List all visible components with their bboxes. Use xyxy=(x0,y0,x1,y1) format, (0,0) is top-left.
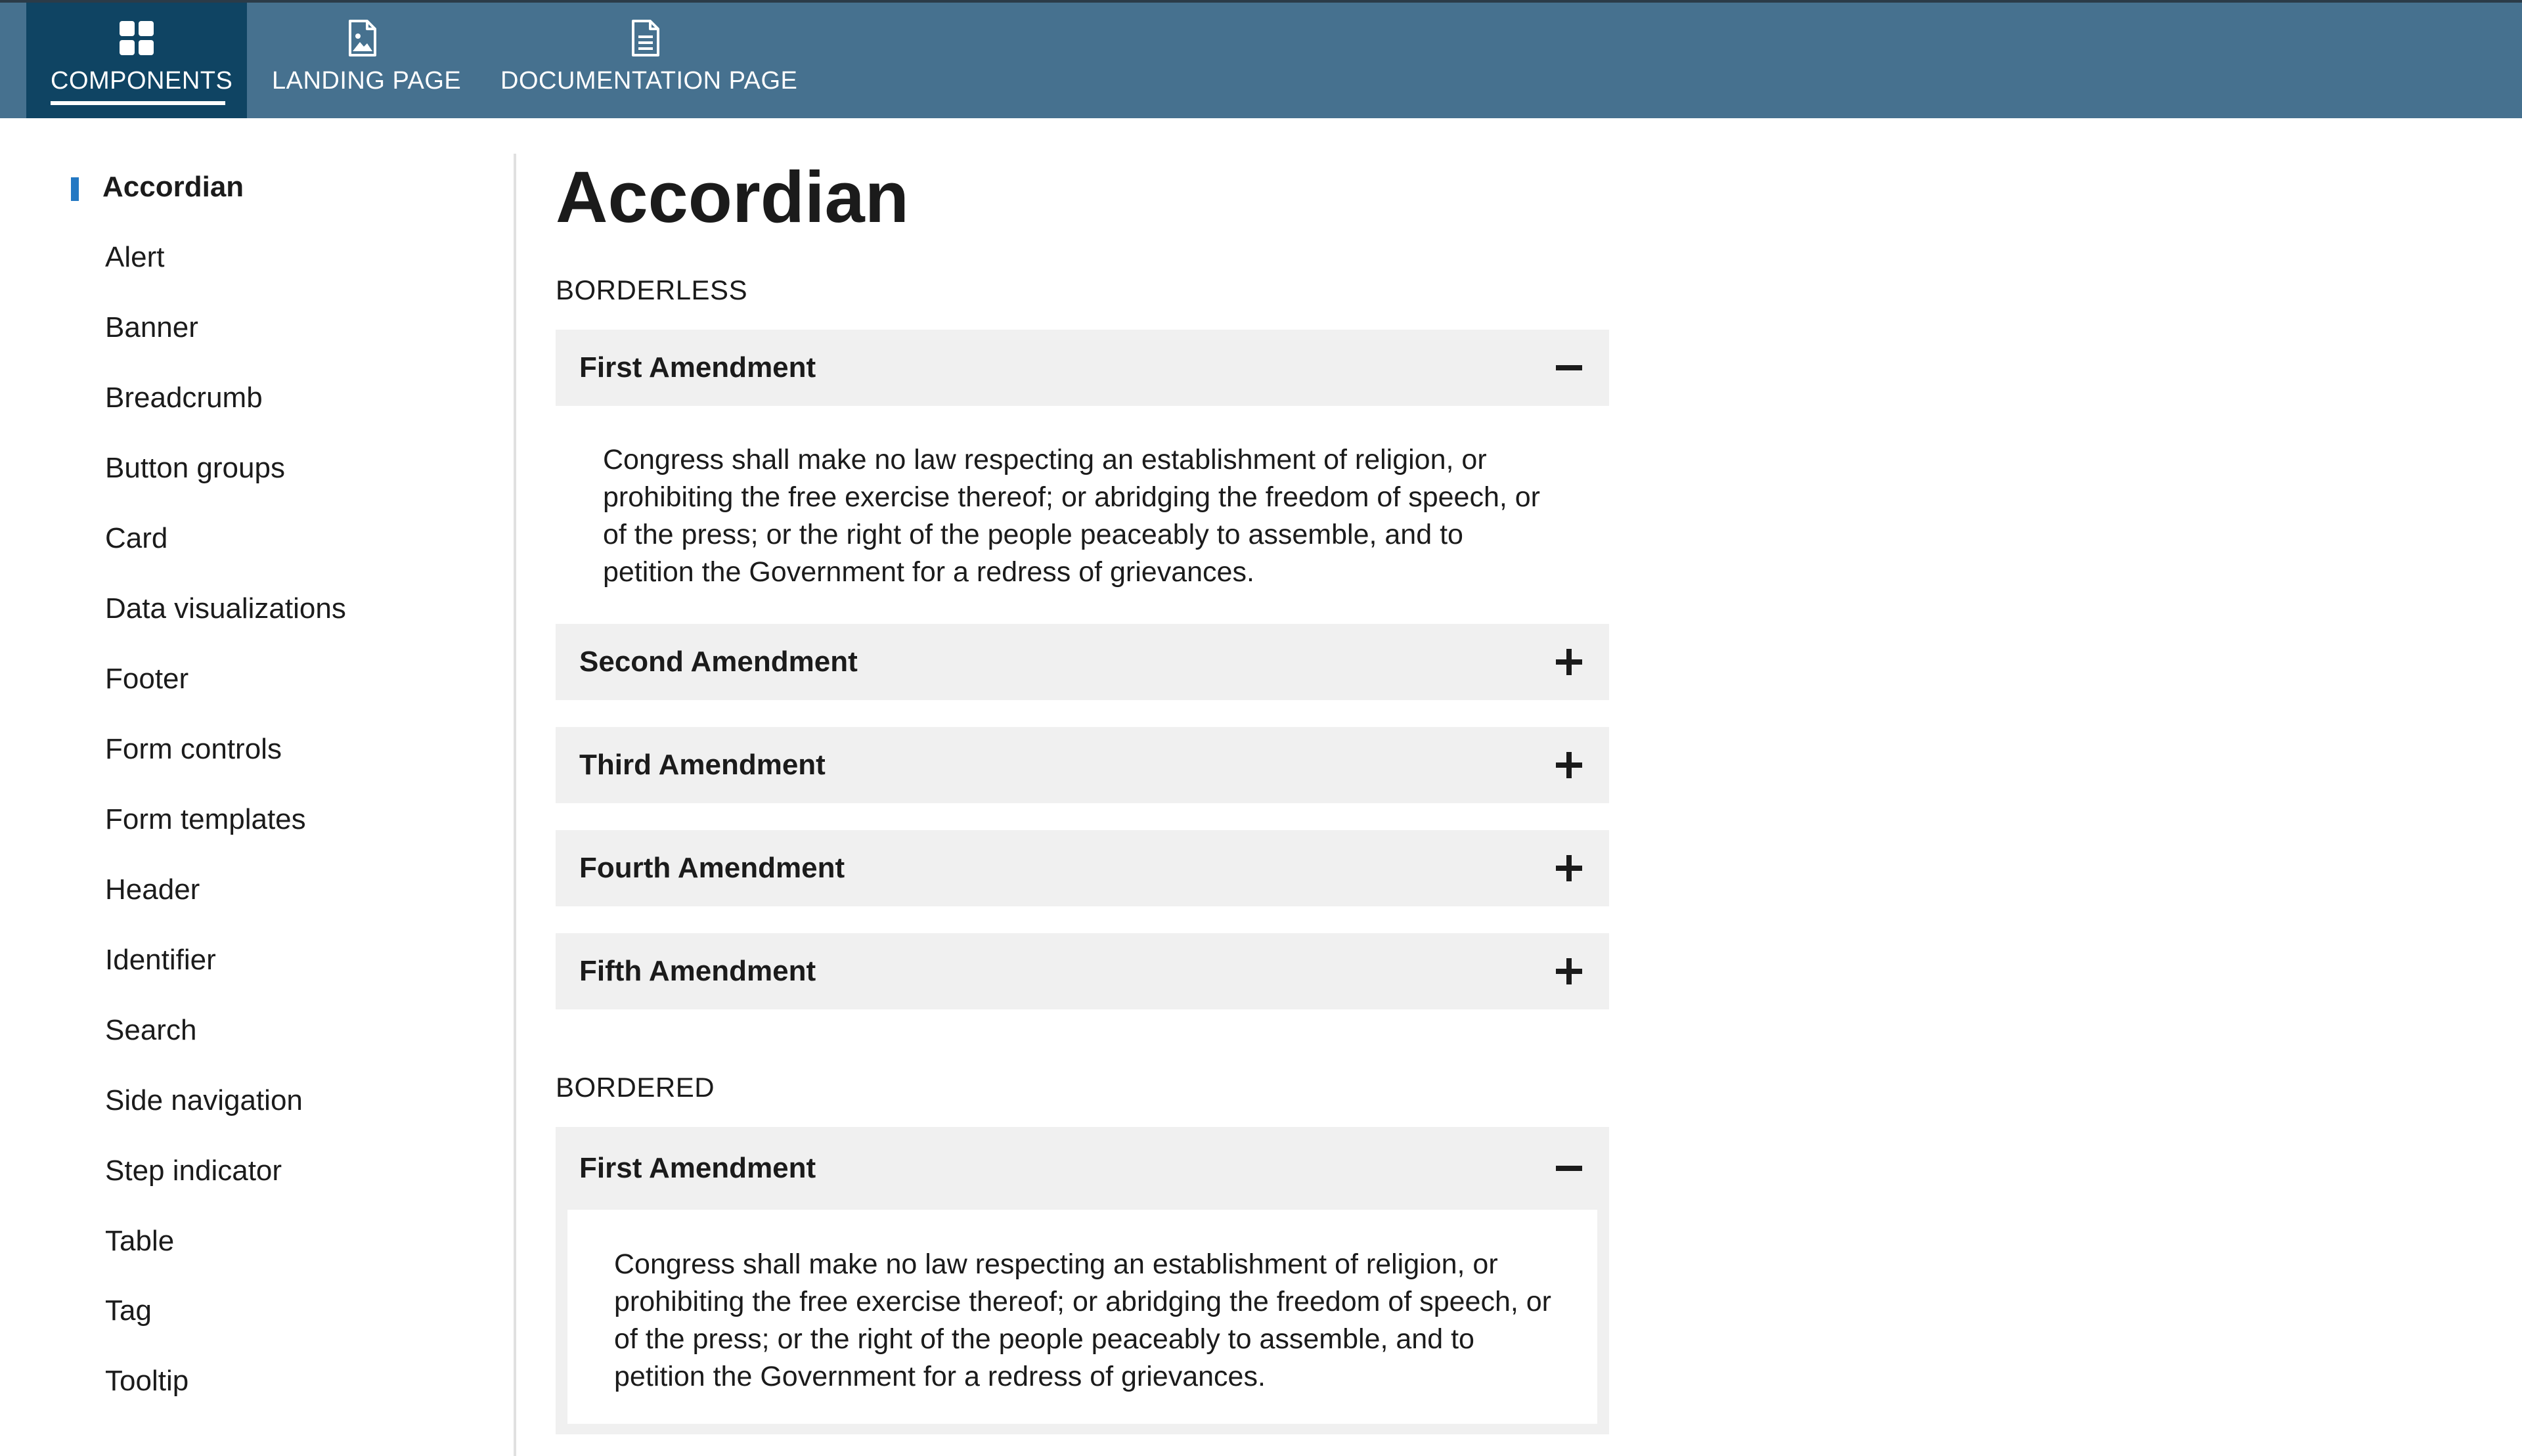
sidebar-item-breadcrumb[interactable]: Breadcrumb xyxy=(105,382,263,414)
accordion-button-fourth-amendment[interactable] xyxy=(556,830,1609,906)
plus-icon xyxy=(1553,749,1585,782)
side-navigation xyxy=(0,118,515,1456)
sidebar-item-search[interactable]: Search xyxy=(105,1014,197,1046)
sidebar-item-header[interactable]: Header xyxy=(105,873,200,906)
tab-label: COMPONENTS xyxy=(51,67,233,95)
plus-icon xyxy=(1553,646,1585,678)
sidebar-item-banner[interactable]: Banner xyxy=(105,311,198,343)
accordion-title: Third Amendment xyxy=(579,749,826,781)
accordion-button-first-amendment[interactable] xyxy=(556,330,1609,406)
sidebar-item-tooltip[interactable]: Tooltip xyxy=(105,1365,189,1397)
sidebar-item-alert[interactable]: Alert xyxy=(105,241,165,273)
sidebar-item-tag[interactable]: Tag xyxy=(105,1294,152,1327)
sidebar-item-data-visualizations[interactable]: Data visualizations xyxy=(105,592,346,625)
accordion-title: Fifth Amendment xyxy=(579,955,816,987)
minus-icon xyxy=(1553,351,1585,384)
current-item-marker xyxy=(71,177,79,201)
accordion-button-second-amendment[interactable] xyxy=(556,624,1609,700)
accordion-title: First Amendment xyxy=(579,1152,816,1184)
page-title: Accordian xyxy=(556,157,909,238)
tab-documentation-page[interactable] xyxy=(477,3,824,118)
plus-icon xyxy=(1553,852,1585,885)
plus-icon xyxy=(1553,955,1585,988)
grid-icon xyxy=(117,18,156,58)
section-label-borderless: BORDERLESS xyxy=(556,275,748,305)
sidebar-divider xyxy=(514,154,516,1456)
accordion-content: Congress shall make no law respecting an establishment of religion, or prohibiting the free exercise thereof; or abridging the freedom of speech, or of the press; or the right of the people peaceably to assemble, and to petition the Government for a redress of grievances. xyxy=(614,1248,1551,1392)
minus-icon xyxy=(1553,1152,1585,1185)
accordion-button-fifth-amendment[interactable] xyxy=(556,933,1609,1009)
section-label-bordered: BORDERED xyxy=(556,1072,715,1103)
sidebar-item-form-templates[interactable]: Form templates xyxy=(105,803,306,835)
tab-landing-page[interactable] xyxy=(247,3,477,118)
accordion-button-first-amendment-bordered[interactable] xyxy=(556,1127,1609,1210)
sidebar-item-table[interactable]: Table xyxy=(105,1225,175,1257)
sidebar-item-footer[interactable]: Footer xyxy=(105,663,189,695)
top-navigation xyxy=(0,0,2522,118)
accordion-content: Congress shall make no law respecting an establishment of religion, or prohibiting the free exercise thereof; or abridging the freedom of speech, or of the press; or the right of the people peaceably to assemble, and to petition the Government for a redress of grievances. xyxy=(603,444,1540,588)
sidebar-item-step-indicator[interactable]: Step indicator xyxy=(105,1155,282,1187)
image-file-icon xyxy=(342,18,382,58)
accordion-button-third-amendment[interactable] xyxy=(556,727,1609,803)
tab-label: DOCUMENTATION PAGE xyxy=(500,67,798,95)
sidebar-item-card[interactable]: Card xyxy=(105,522,168,554)
accordion-title: First Amendment xyxy=(579,351,816,384)
accordion-title: Fourth Amendment xyxy=(579,852,845,884)
sidebar-item-accordian[interactable]: Accordian xyxy=(102,171,244,203)
sidebar-item-button-groups[interactable]: Button groups xyxy=(105,452,285,484)
document-icon xyxy=(625,18,665,58)
tab-components[interactable] xyxy=(26,3,247,118)
accordion-title: Second Amendment xyxy=(579,646,858,678)
sidebar-item-identifier[interactable]: Identifier xyxy=(105,944,216,976)
sidebar-item-form-controls[interactable]: Form controls xyxy=(105,733,282,765)
active-tab-underline xyxy=(51,101,225,105)
sidebar-item-side-navigation[interactable]: Side navigation xyxy=(105,1084,303,1116)
tab-label: LANDING PAGE xyxy=(272,67,462,95)
